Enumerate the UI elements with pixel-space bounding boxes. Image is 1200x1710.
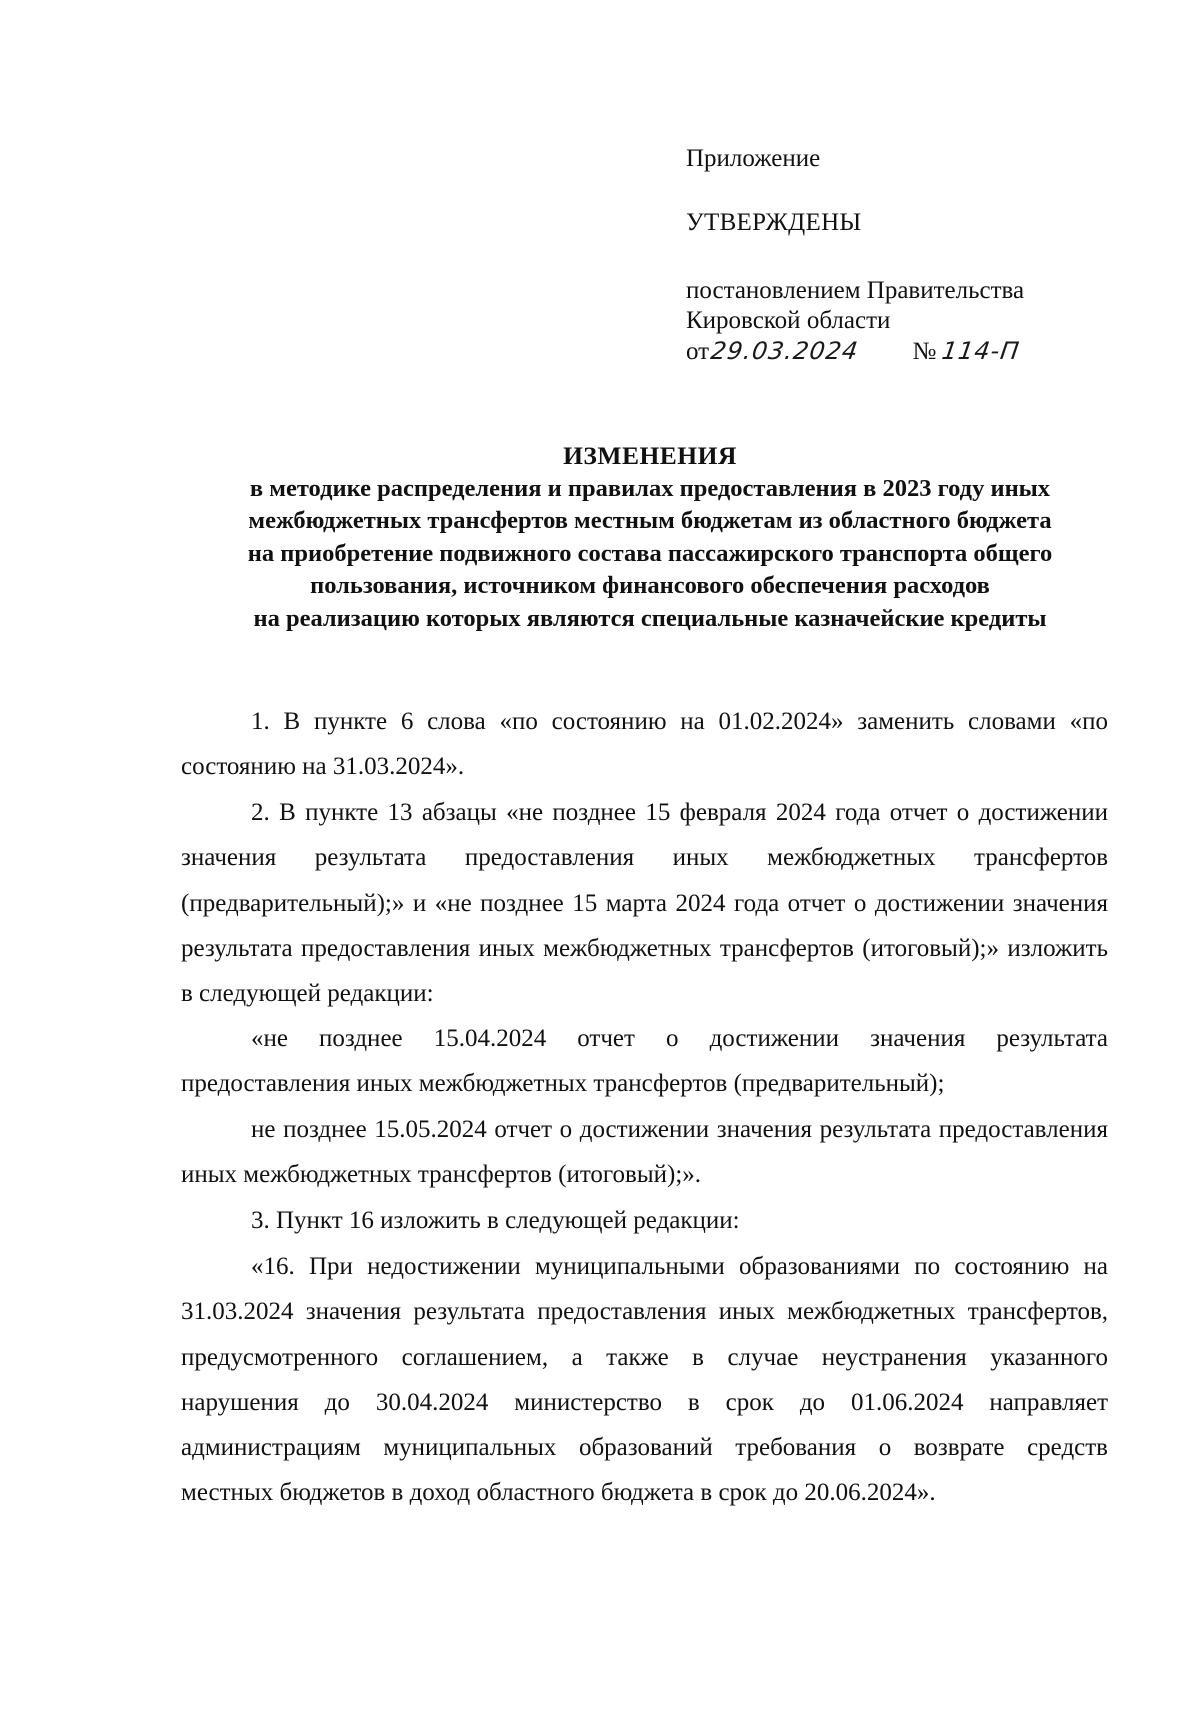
decree-line-1: постановлением Правительства (686, 277, 1025, 304)
paragraph-6: «16. При недостижении муниципальными образованиями по состоянию на 31.03.2024 значения результата предоставления иных межбюджетных трансфертов, предусмотренного соглашением, а также в случае неустранения указанного нарушения до 30.04.2024 министерство в срок до 01.06.2024 направляет администрациям муниципальных образований требования о возврате средств местных бюджетов в доход областного бюджета в срок до 20.06.2024». (181, 1253, 1108, 1507)
subtitle-line: пользования, источником финансового обеспечения расходов (310, 572, 990, 599)
document-title: ИЗМЕНЕНИЯ (563, 441, 737, 470)
paragraph-3: «не позднее 15.04.2024 отчет о достижении значения результата предоставления иных межбюджетных трансфертов (предварительный); (181, 1025, 1108, 1098)
subtitle-line: межбюджетных трансфертов местным бюджетам из областного бюджета (248, 507, 1052, 534)
appendix-label: Приложение (686, 145, 821, 172)
subtitle-line: на реализацию которых являются специальные казначейские кредиты (253, 604, 1047, 632)
paragraph-2: 2. В пункте 13 абзацы «не позднее 15 февраля 2024 года отчет о достижении значения результата предоставления иных межбюджетных трансфертов (предварительный);» и «не позднее 15 марта 2024 года отчет о достижении значения результата предоставления иных межбюджетных трансфертов (итоговый);» изложить в следующей редакции: (181, 799, 1108, 1008)
number-label: № (912, 338, 937, 365)
decree-number-handwritten: 114-П (940, 337, 1022, 365)
subtitle-line: на приобретение подвижного состава пассажирского транспорта общего (247, 539, 1053, 567)
decree-date-line (686, 334, 1020, 369)
subtitle-line: в методике распределения и правилах предоставления в 2023 году иных (249, 474, 1051, 502)
paragraph-4: не позднее 15.05.2024 отчет о достижении значения результата предоставления иных межбюджетных трансфертов (итоговый);». (181, 1116, 1108, 1189)
paragraph-5: 3. Пункт 16 изложить в следующей редакции: (251, 1207, 740, 1234)
document-heading (150, 440, 1150, 635)
decree-date-handwritten: 29.03.2024 (709, 337, 861, 365)
paragraph-1: 1. В пункте 6 слова «по состоянию на 01.02.2024» заменить словами «по состоянию на 31.03.2024». (181, 708, 1108, 781)
approved-label: УТВЕРЖДЕНЫ (686, 209, 862, 236)
decree-line-2: Кировской области (686, 307, 891, 334)
date-prefix: от (686, 338, 710, 365)
